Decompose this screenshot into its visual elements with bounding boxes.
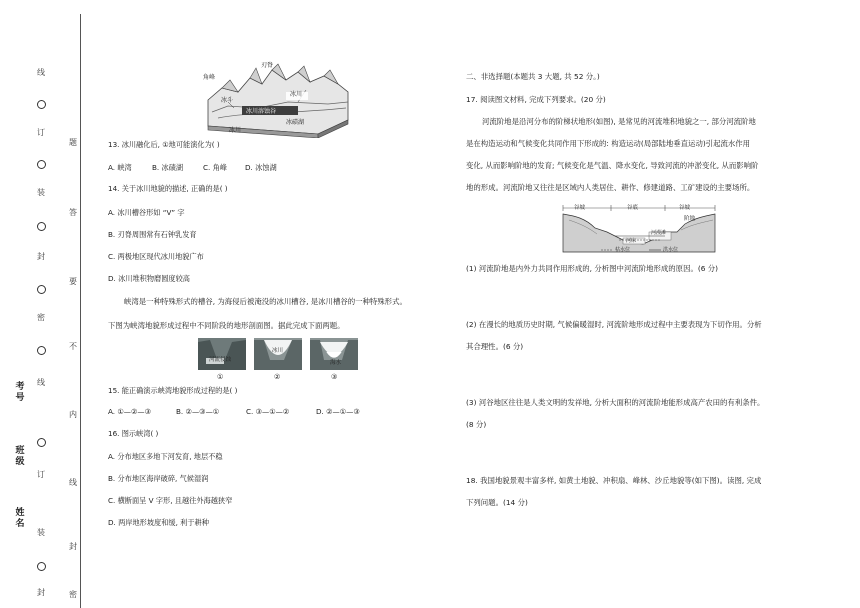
glacier-label-moraine-lake: 冰碛湖 [286,119,305,126]
fjord-label-seawater: 海水 [330,360,342,366]
binding-hole [37,562,46,571]
q15-stem: 15. 能正确演示峡湾地貌形成过程的是( ) [108,386,238,395]
hint-char: 内 [69,410,77,419]
q13-stem: 13. 冰川融化后, ①地可能演化为( ) [108,140,220,149]
q15-option-b[interactable]: B. ②—③—① [176,407,220,416]
binding-line [80,14,81,608]
seal-char: 封 [37,588,45,597]
q14-option-b[interactable]: B. 刃脊周围常有石钟乳发育 [108,230,197,239]
binding-hole [37,346,46,355]
q17-material-line-2: 是在构造运动和气候变化共同作用下形成的: 构造运动(局部陆地垂直运动)引起流水作用 [466,139,751,148]
seal-char: 封 [37,252,45,261]
glacier-label-glacier-2: 冰川 [229,127,242,134]
glacier-label-valley: 冰川溶蚀谷 [246,108,277,115]
glacier-label-cirque: 冰斗 [221,97,234,104]
hint-char: 线 [69,478,77,487]
terrace-label-valley-floor: 谷底 [627,205,639,211]
fjord-stage-1: ① [217,373,224,381]
q13-option-b[interactable]: B. 冰碛湖 [152,163,184,172]
q16-option-a[interactable]: A. 分布地区多地下河发育, 地层不稳 [108,452,223,461]
hint-char: 要 [69,277,77,286]
seal-char: 密 [37,313,45,322]
terrace-label-floodplain: 河漫滩 [651,230,667,236]
q18-stem-line-1: 18. 我国地貌景观丰富多样, 如黄土地貌、冲积扇、峰林、沙丘地貌等(如下图)。读图, 完成 [466,476,762,485]
binding-hole [37,438,46,447]
field-class: 班级 [15,446,25,467]
q15-option-c[interactable]: C. ③—①—② [246,407,290,416]
q17-material-line-4: 地的形成。河流阶地又往往是区域内人类居住、耕作、修建道路、工矿建设的主要场所。 [466,183,755,192]
fjord-intro-p1: 峡湾是一种特殊形式的槽谷, 为海侵后被淹没的冰川槽谷, 是冰川槽谷的一种特殊形式。 [124,297,407,306]
field-name: 姓名 [15,508,25,529]
q16-option-b[interactable]: B. 分布地区海岸破碎, 气候湿润 [108,474,209,483]
terrace-legend-flood-water: 洪水位 [663,247,679,253]
q16-stem: 16. 图示峡湾( ) [108,429,159,438]
q14-option-d[interactable]: D. 冰川堆积物磨圆度较高 [108,274,190,283]
q14-option-a[interactable]: A. 冰川槽谷形如 “V” 字 [108,208,185,217]
q17-material-line-3: 变化, 从而影响阶地的发育; 气候变化是气温、降水变化, 导致河流的冲淤变化, 从而影响阶 [466,161,759,170]
hint-char: 密 [69,590,77,599]
seal-char: 装 [37,528,45,537]
q17-sub-2-line-2: 其合理性。(6 分) [466,342,524,351]
hint-char: 封 [69,542,77,551]
terrace-label-terrace: 阶地 [684,216,696,222]
fjord-label-glacier: 冰川 [272,348,284,354]
q17-sub-3-line-2: (8 分) [466,420,487,429]
terrace-label-riverbed: 河床 [626,238,637,244]
seal-char: 订 [37,128,45,137]
glacier-label-ridge: 刃脊 [261,62,274,69]
fjord-intro-p2: 下图为峡湾地貌形成过程中不同阶段的地形剖面图。据此完成下面两题。 [108,321,345,330]
q15-option-a[interactable]: A. ①—②—③ [108,407,152,416]
glacier-label-glacier: 冰川 [290,91,303,98]
fjord-stage-2: ② [274,373,281,381]
terrace-label-slope-right: 谷坡 [679,205,691,211]
fjord-stage-3: ③ [331,373,338,381]
q17-material-line-1: 河流阶地是沿河分布的阶梯状地形(如图), 是常见的河流堆积地貌之一, 部分河流阶地 [482,117,756,126]
q13-option-c[interactable]: C. 角峰 [203,163,227,172]
fjord-label-river-erosion: 河流侵蚀 [209,357,232,363]
hint-char: 答 [69,208,77,217]
terrace-label-slope-left: 谷坡 [574,205,586,211]
seal-char: 订 [37,470,45,479]
q17-sub-3-line-1: (3) 河谷地区往往是人类文明的发祥地, 分析大面积的河流阶地能形成高产农田的有利条件。 [466,398,765,407]
terrace-legend-low-water: 枯水位 [615,247,631,253]
q16-option-c[interactable]: C. 横断面呈 V 字形, 且越往外海越狭窄 [108,496,233,505]
binding-hole [37,100,46,109]
binding-hole [37,160,46,169]
binding-hole [37,285,46,294]
q13-option-d[interactable]: D. 冰蚀湖 [245,163,277,172]
hint-char: 不 [69,342,77,351]
hint-char: 题 [69,138,77,147]
q17-sub-1: (1) 河流阶地是内外力共同作用形成的, 分析图中河流阶地形成的原因。(6 分) [466,264,719,273]
q16-option-d[interactable]: D. 两岸地形坡度和缓, 利于耕种 [108,518,209,527]
q14-stem: 14. 关于冰川地貌的描述, 正确的是( ) [108,184,228,193]
seal-char: 线 [37,68,45,77]
field-exam-number: 考号 [15,382,25,403]
q18-stem-line-2: 下列问题。(14 分) [466,498,528,507]
seal-char: 装 [37,188,45,197]
q13-option-a[interactable]: A. 峡湾 [108,163,132,172]
glacier-label-horn: 角峰 [203,74,216,81]
binding-hole [37,222,46,231]
q15-option-d[interactable]: D. ②—①—③ [316,407,360,416]
section-2-title: 二、非选择题(本题共 3 大题, 共 52 分。) [466,72,600,81]
q17-sub-2-line-1: (2) 在漫长的地质历史时期, 气候偏暖湿时, 河流阶地形成过程中主要表现为下切作用。分析 [466,320,762,329]
q17-stem: 17. 阅读图文材料, 完成下列要求。(20 分) [466,95,606,104]
seal-char: 线 [37,378,45,387]
q14-option-c[interactable]: C. 两极地区现代冰川地貌广布 [108,252,204,261]
